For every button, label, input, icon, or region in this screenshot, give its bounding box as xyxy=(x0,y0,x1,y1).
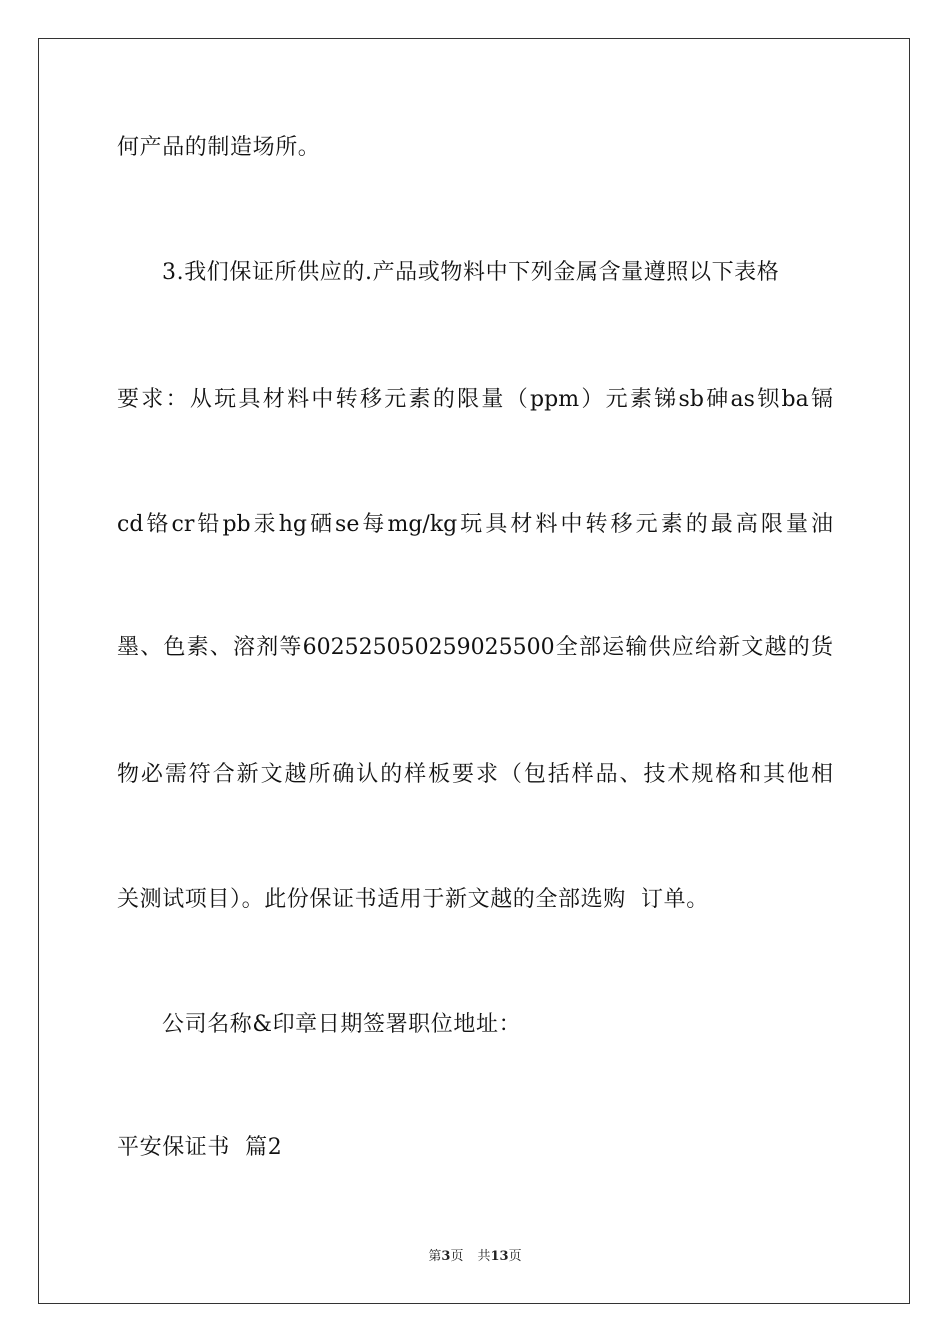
page-prefix: 第 xyxy=(428,1249,442,1264)
total-suffix: 页 xyxy=(508,1249,522,1264)
body-text-line-4: cd铬cr铅pb汞hg硒se每mg/kg玩具材料中转移元素的最高限量油 xyxy=(117,512,833,537)
body-text-line-5: 墨、色素、溶剂等602525050259025500全部运输供应给新文越的货 xyxy=(117,635,833,660)
body-text-line-7: 关测试项目）。此份保证书适用于新文越的全部选购 订单。 xyxy=(117,887,709,912)
body-text-line-1: 何产品的制造场所。 xyxy=(117,135,321,160)
page-suffix: 页 xyxy=(450,1249,464,1264)
page-number: 3 xyxy=(441,1249,451,1264)
body-text-line-6: 物必需符合新文越所确认的样板要求（包括样品、技术规格和其他相 xyxy=(117,762,833,787)
page-footer xyxy=(0,1248,950,1266)
page-frame xyxy=(38,38,910,1304)
body-text-line-3: 要求：从玩具材料中转移元素的限量（ppm）元素锑sb砷as钡ba镉 xyxy=(117,387,833,412)
total-pages: 13 xyxy=(490,1249,509,1264)
signature-fields-line: 公司名称&印章日期签署职位地址： xyxy=(162,1012,522,1037)
total-prefix: 共 xyxy=(477,1249,491,1264)
body-text-line-2: 3.我们保证所供应的.产品或物料中下列金属含量遵照以下表格 xyxy=(162,260,780,285)
section-heading: 平安保证书 篇2 xyxy=(117,1135,283,1160)
